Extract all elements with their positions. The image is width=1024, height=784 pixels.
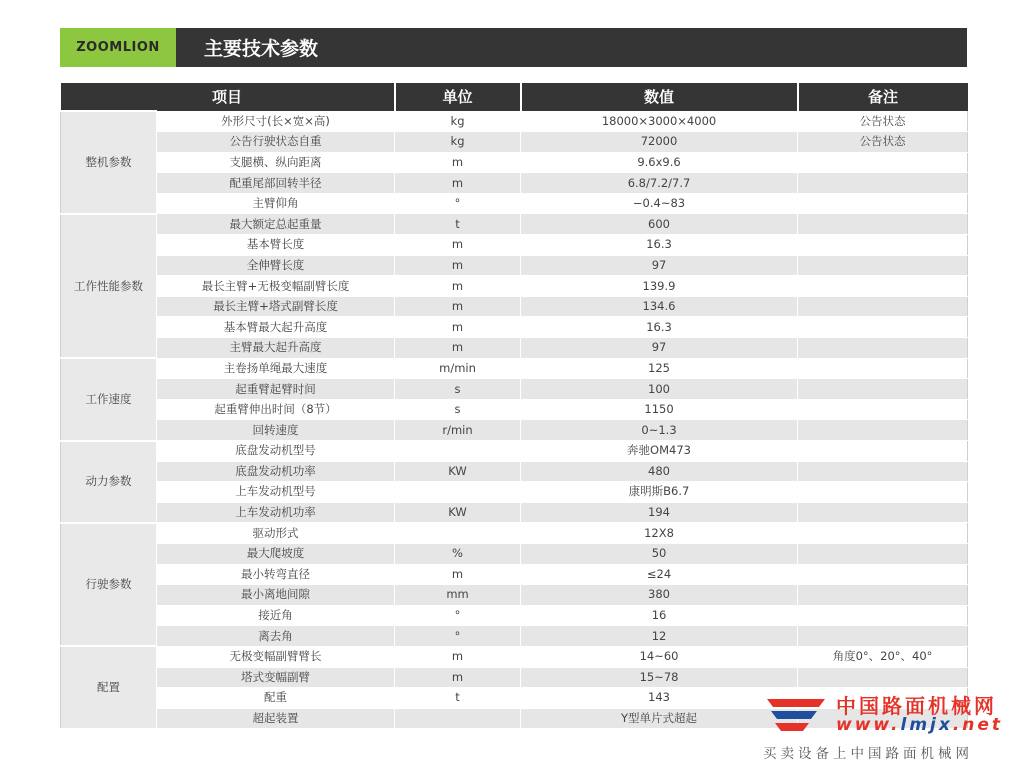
cell-unit: KW xyxy=(395,461,521,482)
cell-value: 14~60 xyxy=(521,646,798,667)
cell-unit: t xyxy=(395,688,521,709)
cell-note xyxy=(798,296,968,317)
cell-note xyxy=(798,482,968,503)
table-row xyxy=(61,688,968,709)
table-row xyxy=(61,193,968,214)
col-header-note: 备注 xyxy=(798,83,968,111)
table-row xyxy=(61,379,968,400)
cell-value: 康明斯B6.7 xyxy=(521,482,798,503)
cell-note xyxy=(798,585,968,606)
cell-unit xyxy=(395,523,521,544)
table-header-row xyxy=(61,83,968,111)
cell-item: 最长主臂+无极变幅副臂长度 xyxy=(157,276,395,297)
cell-unit: m xyxy=(395,235,521,256)
cell-item: 主臂仰角 xyxy=(157,193,395,214)
cell-item: 接近角 xyxy=(157,605,395,626)
cell-item: 底盘发动机型号 xyxy=(157,441,395,462)
cell-item: 底盘发动机功率 xyxy=(157,461,395,482)
table-row xyxy=(61,667,968,688)
cell-unit: m xyxy=(395,255,521,276)
table-row xyxy=(61,420,968,441)
cell-item: 起重臂伸出时间（8节） xyxy=(157,399,395,420)
cell-item: 无极变幅副臂臂长 xyxy=(157,646,395,667)
cell-note xyxy=(798,152,968,173)
table-row xyxy=(61,276,968,297)
cell-item: 全伸臂长度 xyxy=(157,255,395,276)
cell-item: 最小离地间隙 xyxy=(157,585,395,606)
table-row xyxy=(61,255,968,276)
cell-value: 15~78 xyxy=(521,667,798,688)
cell-note xyxy=(798,502,968,523)
cell-unit: m/min xyxy=(395,358,521,379)
group-label: 工作速度 xyxy=(61,358,157,440)
cell-note xyxy=(798,626,968,647)
cell-unit: m xyxy=(395,564,521,585)
table-row xyxy=(61,214,968,235)
cell-note xyxy=(798,441,968,462)
cell-note xyxy=(798,399,968,420)
cell-item: 最长主臂+塔式副臂长度 xyxy=(157,296,395,317)
table-row xyxy=(61,132,968,153)
cell-unit: r/min xyxy=(395,420,521,441)
cell-unit: ° xyxy=(395,626,521,647)
table-row xyxy=(61,111,968,132)
cell-note xyxy=(798,379,968,400)
table-row xyxy=(61,543,968,564)
cell-item: 外形尺寸(长×宽×高) xyxy=(157,111,395,132)
cell-item: 超起装置 xyxy=(157,708,395,729)
table-row xyxy=(61,296,968,317)
group-label: 配置 xyxy=(61,646,157,728)
cell-unit: m xyxy=(395,152,521,173)
watermark-url-brand: lmjx xyxy=(900,715,953,735)
cell-value: 16.3 xyxy=(521,317,798,338)
table-row xyxy=(61,502,968,523)
cell-note xyxy=(798,214,968,235)
cell-note xyxy=(798,667,968,688)
spec-table-body xyxy=(61,111,968,729)
cell-item: 驱动形式 xyxy=(157,523,395,544)
cell-item: 主卷扬单绳最大速度 xyxy=(157,358,395,379)
table-row xyxy=(61,585,968,606)
table-row xyxy=(61,482,968,503)
cell-value: 139.9 xyxy=(521,276,798,297)
cell-unit: ° xyxy=(395,193,521,214)
cell-unit xyxy=(395,441,521,462)
cell-note xyxy=(798,543,968,564)
cell-note xyxy=(798,193,968,214)
table-row xyxy=(61,605,968,626)
watermark-url-suffix: .net xyxy=(952,715,1004,735)
group-label: 动力参数 xyxy=(61,441,157,523)
cell-value: 12X8 xyxy=(521,523,798,544)
cell-unit: ° xyxy=(395,605,521,626)
cell-unit xyxy=(395,708,521,729)
table-row xyxy=(61,626,968,647)
table-row xyxy=(61,564,968,585)
cell-item: 离去角 xyxy=(157,626,395,647)
cell-value: 134.6 xyxy=(521,296,798,317)
cell-item: 最小转弯直径 xyxy=(157,564,395,585)
table-row xyxy=(61,523,968,544)
cell-item: 起重臂起臂时间 xyxy=(157,379,395,400)
cell-unit: m xyxy=(395,276,521,297)
cell-value: 9.6x9.6 xyxy=(521,152,798,173)
cell-value: 奔驰OM473 xyxy=(521,441,798,462)
cell-item: 塔式变幅副臂 xyxy=(157,667,395,688)
cell-unit: m xyxy=(395,667,521,688)
cell-value: 16 xyxy=(521,605,798,626)
spec-table xyxy=(60,83,968,729)
cell-unit: mm xyxy=(395,585,521,606)
cell-value: 1150 xyxy=(521,399,798,420)
cell-value: 72000 xyxy=(521,132,798,153)
cell-value: 125 xyxy=(521,358,798,379)
cell-note xyxy=(798,235,968,256)
cell-value: 100 xyxy=(521,379,798,400)
cell-note: 公告状态 xyxy=(798,111,968,132)
table-row xyxy=(61,399,968,420)
cell-note xyxy=(798,564,968,585)
cell-note xyxy=(798,605,968,626)
table-row xyxy=(61,152,968,173)
watermark-tagline: 买卖设备上中国路面机械网 xyxy=(763,746,973,762)
cell-value: ≤24 xyxy=(521,564,798,585)
cell-unit: % xyxy=(395,543,521,564)
cell-value: 143 xyxy=(521,688,798,709)
col-header-unit: 单位 xyxy=(395,83,521,111)
watermark-url xyxy=(836,715,1003,735)
table-row xyxy=(61,338,968,359)
table-row xyxy=(61,708,968,729)
cell-note xyxy=(798,523,968,544)
cell-value: 16.3 xyxy=(521,235,798,256)
cell-unit: m xyxy=(395,296,521,317)
cell-value: 97 xyxy=(521,255,798,276)
table-row xyxy=(61,235,968,256)
cell-value: 194 xyxy=(521,502,798,523)
cell-item: 主臂最大起升高度 xyxy=(157,338,395,359)
cell-unit: s xyxy=(395,399,521,420)
page-title: 主要技术参数 xyxy=(204,38,319,60)
cell-value: 18000×3000×4000 xyxy=(521,111,798,132)
cell-unit: kg xyxy=(395,132,521,153)
cell-note xyxy=(798,358,968,379)
table-row xyxy=(61,646,968,667)
cell-item: 回转速度 xyxy=(157,420,395,441)
watermark-cn: 中国路面机械网 xyxy=(836,694,997,718)
cell-value: 6.8/7.2/7.7 xyxy=(521,173,798,194)
cell-note xyxy=(798,461,968,482)
cell-unit: m xyxy=(395,173,521,194)
cell-value: 97 xyxy=(521,338,798,359)
cell-value: 50 xyxy=(521,543,798,564)
col-header-item: 项目 xyxy=(61,83,395,111)
cell-unit: m xyxy=(395,646,521,667)
cell-note xyxy=(798,338,968,359)
cell-item: 公告行驶状态自重 xyxy=(157,132,395,153)
cell-unit: m xyxy=(395,317,521,338)
cell-item: 上车发动机型号 xyxy=(157,482,395,503)
cell-unit: m xyxy=(395,338,521,359)
cell-unit: s xyxy=(395,379,521,400)
cell-item: 最大额定总起重量 xyxy=(157,214,395,235)
table-row xyxy=(61,358,968,379)
cell-note xyxy=(798,276,968,297)
cell-note xyxy=(798,420,968,441)
header-bar xyxy=(60,28,967,67)
cell-note: 公告状态 xyxy=(798,132,968,153)
table-row xyxy=(61,461,968,482)
cell-unit: kg xyxy=(395,111,521,132)
watermark-url-prefix: www. xyxy=(836,715,901,735)
table-row xyxy=(61,173,968,194)
cell-value: 480 xyxy=(521,461,798,482)
cell-item: 基本臂最大起升高度 xyxy=(157,317,395,338)
cell-note xyxy=(798,255,968,276)
cell-unit: t xyxy=(395,214,521,235)
cell-value: Y型单片式超起 xyxy=(521,708,798,729)
cell-note xyxy=(798,173,968,194)
table-row xyxy=(61,441,968,462)
cell-note: 角度0°、20°、40° xyxy=(798,646,968,667)
cell-note xyxy=(798,317,968,338)
cell-value: 12 xyxy=(521,626,798,647)
cell-unit xyxy=(395,482,521,503)
cell-value: 380 xyxy=(521,585,798,606)
cell-value: 0~1.3 xyxy=(521,420,798,441)
col-header-value: 数值 xyxy=(521,83,798,111)
group-label: 工作性能参数 xyxy=(61,214,157,358)
cell-value: −0.4~83 xyxy=(521,193,798,214)
cell-unit: KW xyxy=(395,502,521,523)
cell-item: 支腿横、纵向距离 xyxy=(157,152,395,173)
group-label: 整机参数 xyxy=(61,111,157,214)
cell-item: 上车发动机功率 xyxy=(157,502,395,523)
watermark-logo xyxy=(763,693,831,739)
cell-item: 配重尾部回转半径 xyxy=(157,173,395,194)
cell-value: 600 xyxy=(521,214,798,235)
group-label: 行驶参数 xyxy=(61,523,157,647)
cell-item: 最大爬坡度 xyxy=(157,543,395,564)
table-row xyxy=(61,317,968,338)
cell-item: 基本臂长度 xyxy=(157,235,395,256)
brand-logo: ZOOMLION xyxy=(60,28,176,67)
cell-item: 配重 xyxy=(157,688,395,709)
